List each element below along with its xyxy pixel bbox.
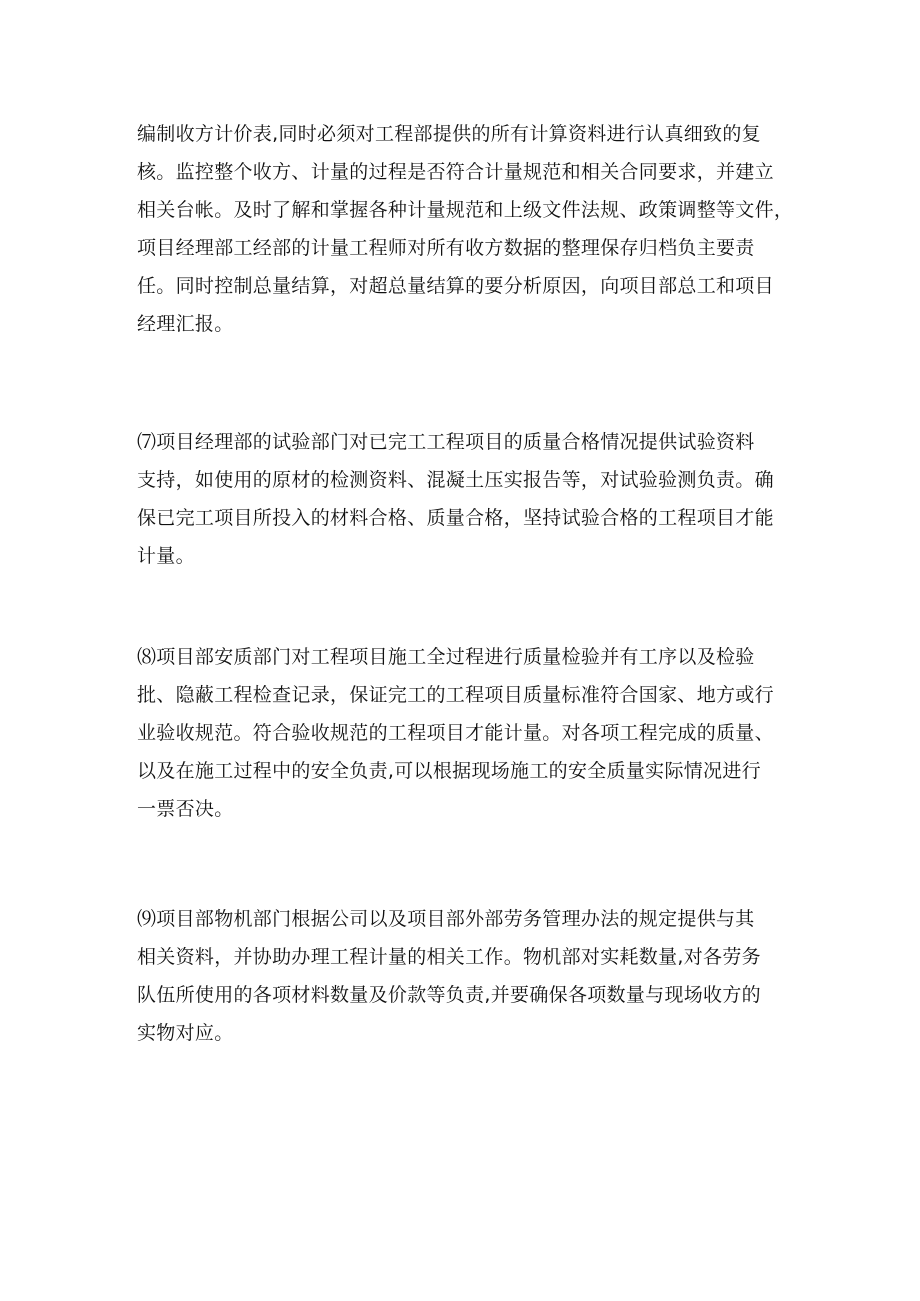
text-line: 以及在施工过程中的安全负责,可以根据现场施工的安全质量实际情况进行 (137, 760, 761, 782)
text-line: 实物对应。 (137, 1022, 234, 1044)
text-line: 任。同时控制总量结算，对超总量结算的要分析原因，向项目部总工和项目 (137, 275, 774, 297)
text-line: 支持，如使用的原材的检测资料、混凝土压实报告等，对试验验测负责。确 (137, 469, 774, 491)
text-line: 计量。 (137, 545, 195, 567)
text-line: 编制收方计价表,同时必须对工程部提供的所有计算资料进行认真细致的复 (137, 123, 761, 145)
text-line: ⑺项目经理部的试验部门对已完工工程项目的质量合格情况提供试验资料 (137, 431, 755, 453)
text-line: 经理汇报。 (137, 313, 234, 335)
text-line: ⑻项目部安质部门对工程项目施工全过程进行质量检验并有工序以及检验 (137, 646, 755, 668)
paragraph-item-8-safety-quality (137, 638, 837, 828)
text-line: 队伍所使用的各项材料数量及价款等负责,并要确保各项数量与现场收方的 (137, 984, 761, 1006)
text-line: 项目经理部工经部的计量工程师对所有收方数据的整理保存归档负主要责 (137, 237, 755, 259)
text-line: 核。监控整个收方、计量的过程是否符合计量规范和相关合同要求，并建立 (137, 161, 774, 183)
text-line: 相关资料，并协助办理工程计量的相关工作。物机部对实耗数量,对各劳务 (137, 946, 761, 968)
paragraph-item-7-testing (137, 423, 837, 575)
text-line: ⑼项目部物机部门根据公司以及项目部外部劳务管理办法的规定提供与其 (137, 908, 755, 930)
text-line: 保已完工项目所投入的材料合格、质量合格，坚持试验合格的工程项目才能 (137, 507, 774, 529)
text-line: 一票否决。 (137, 798, 234, 820)
text-line: 业验收规范。符合验收规范的工程项目才能计量。对各项工程完成的质量、 (137, 722, 774, 744)
text-line: 批、隐蔽工程检查记录，保证完工的工程项目质量标准符合国家、地方或行 (137, 684, 774, 706)
paragraph-item-9-materials (137, 900, 837, 1052)
paragraph-measurement-review (137, 115, 837, 343)
text-line: 相关台帐。及时了解和掌握各种计量规范和上级文件法规、政策调整等文件， (137, 199, 794, 221)
